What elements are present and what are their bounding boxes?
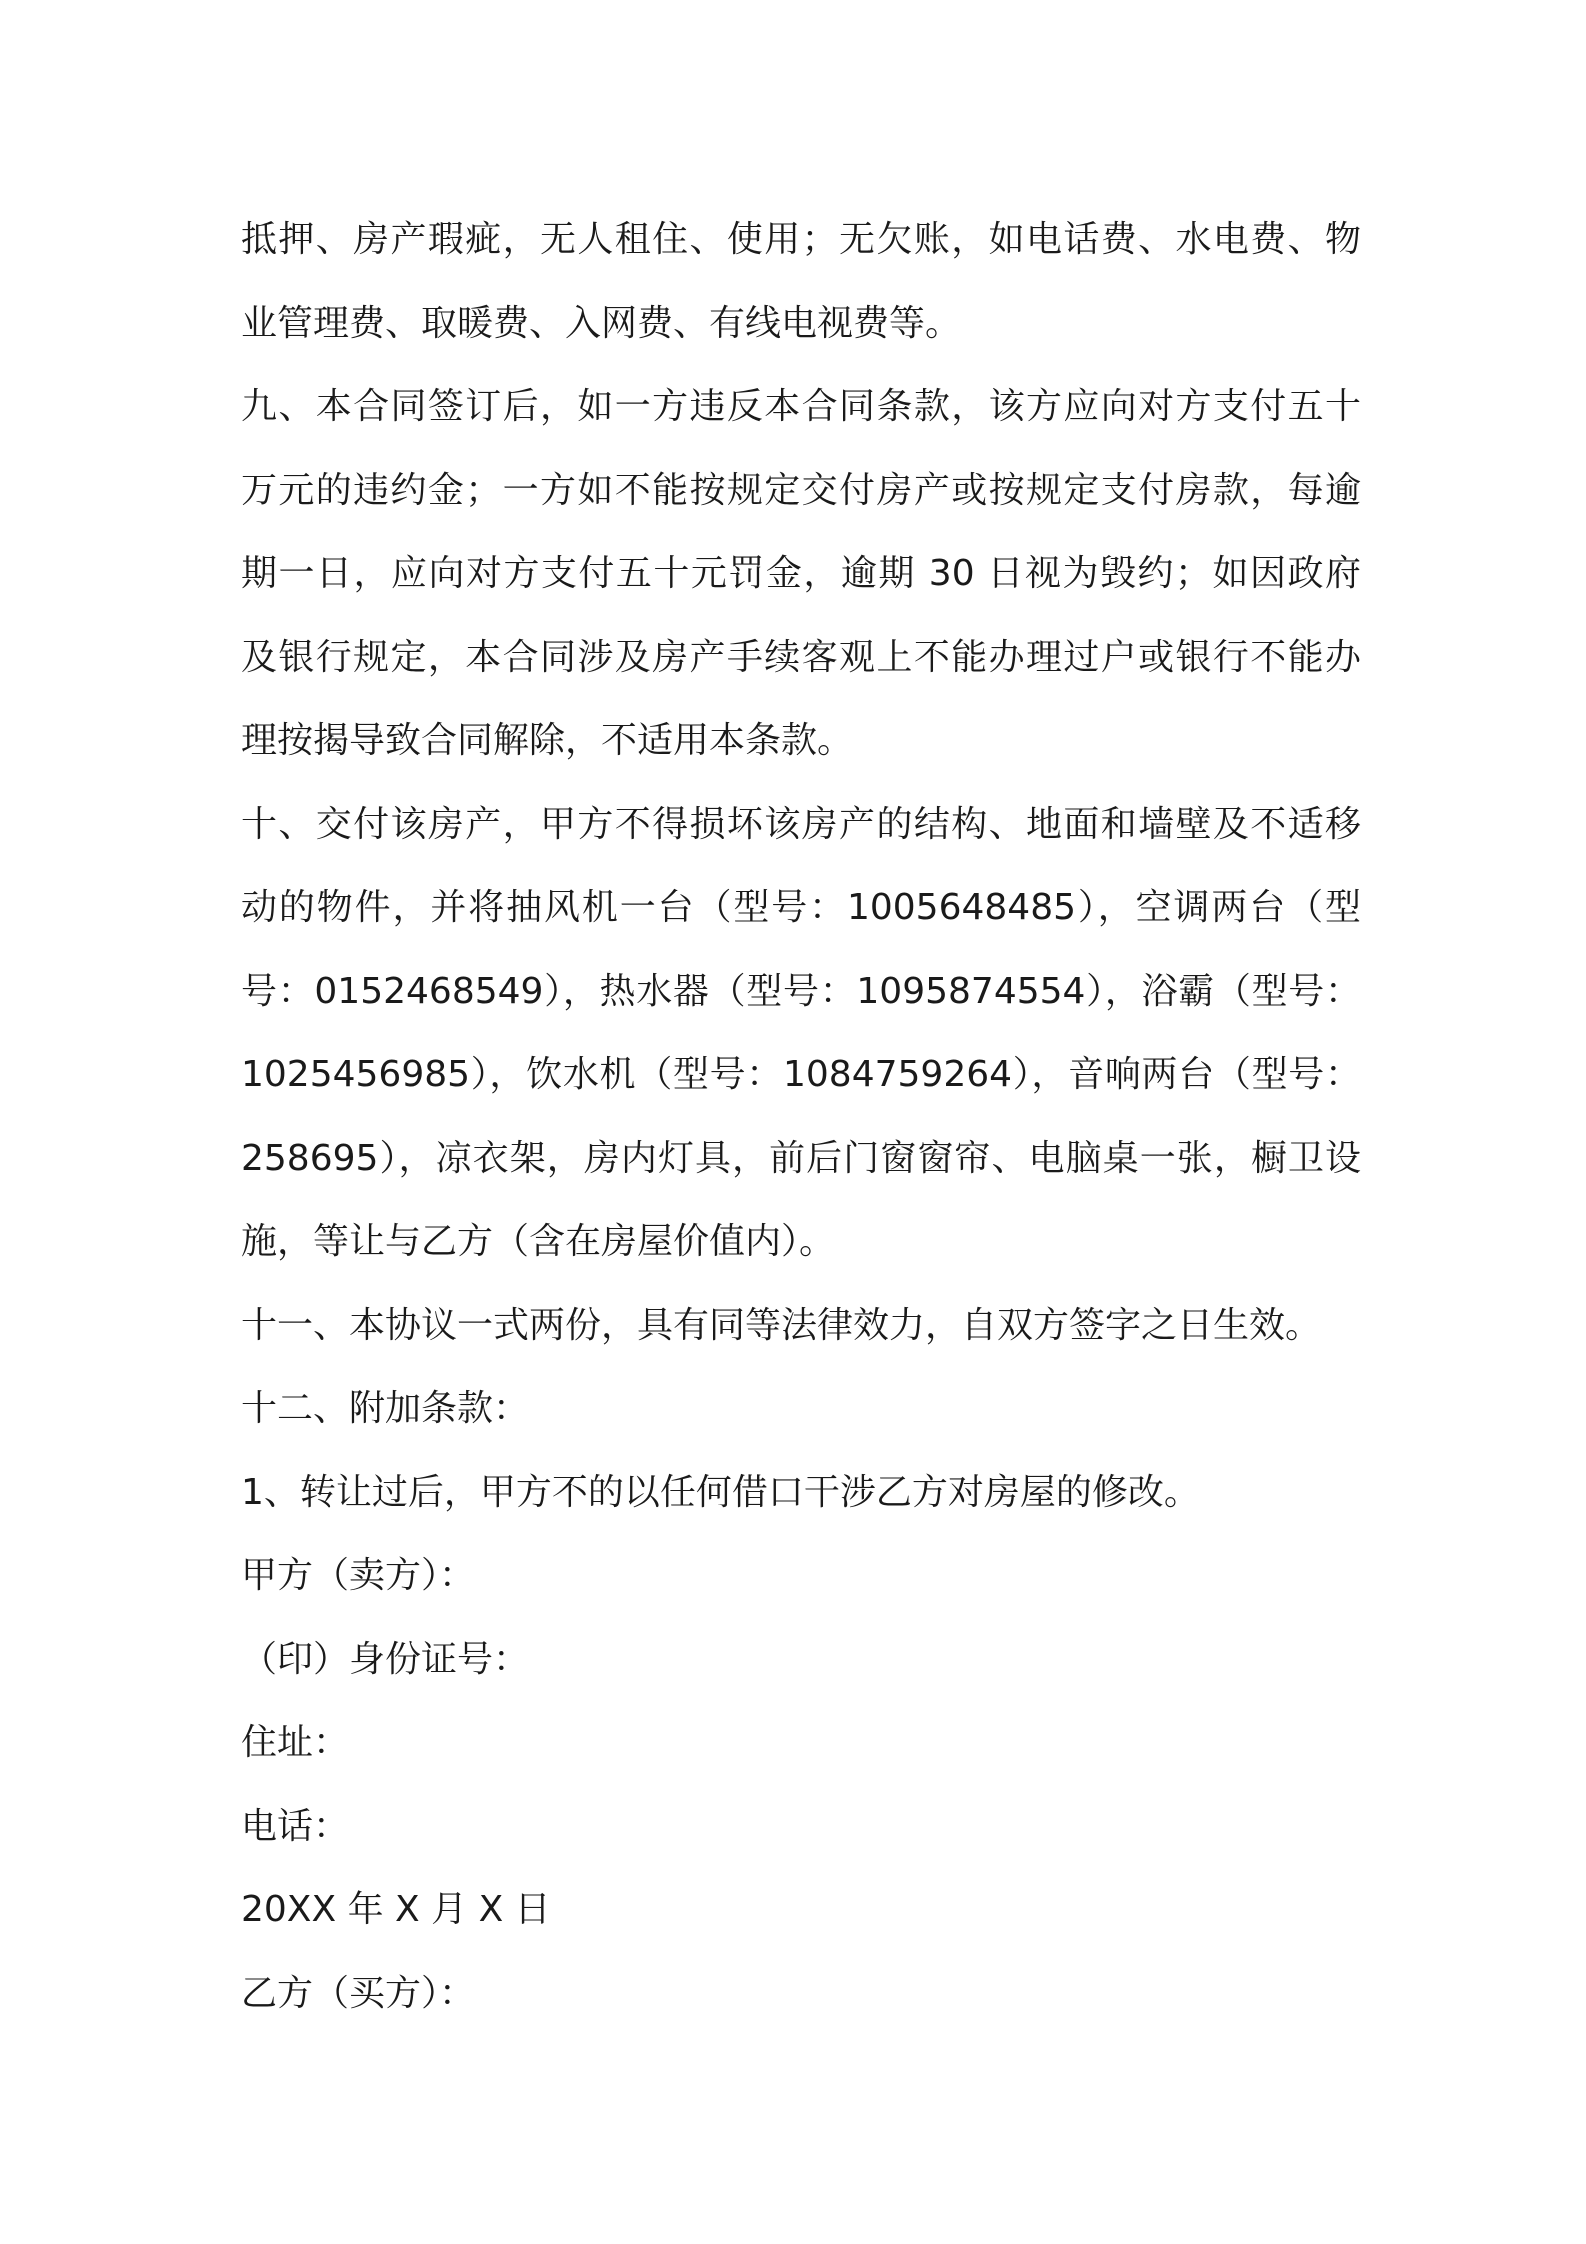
clause-10-line: 1025456985），饮水机（型号：1084759264），音响两台（型号： <box>241 1054 1361 1095</box>
clause-11-line: 十一、本协议一式两份，具有同等法律效力，自双方签字之日生效。 <box>241 1304 1322 1346</box>
clause-10-line: 动的物件，并将抽风机一台（型号：1005648485），空调两台（型 <box>241 887 1361 928</box>
clause-10-line: 施，等让与乙方（含在房屋价值内）。 <box>241 1221 836 1262</box>
additional-term-1: 1、转让过后，甲方不的以任何借口干涉乙方对房屋的修改。 <box>241 1471 1200 1513</box>
seal-id-number-label: （印）身份证号： <box>241 1638 530 1680</box>
party-a-label: 甲方（卖方）： <box>241 1555 476 1596</box>
clause-12-heading: 十二、附加条款： <box>241 1388 530 1429</box>
clause-10-line: 号：0152468549），热水器（型号：1095874554），浴霸（型号： <box>241 970 1361 1012</box>
clause-10-line: 258695），凉衣架，房内灯具，前后门窗窗帘、电脑桌一张，橱卫设 <box>241 1137 1361 1179</box>
address-label: 住址： <box>241 1722 350 1763</box>
clause-9-line: 及银行规定，本合同涉及房产手续客观上不能办理过户或银行不能办 <box>241 636 1361 678</box>
clause-9-line: 万元的违约金；一方如不能按规定交付房产或按规定支付房款，每逾 <box>241 469 1361 511</box>
text-line: 业管理费、取暖费、入网费、有线电视费等。 <box>241 302 962 344</box>
phone-label: 电话： <box>241 1805 350 1847</box>
party-b-label: 乙方（买方）： <box>241 1972 476 2014</box>
clause-10-line: 十、交付该房产，甲方不得损坏该房产的结构、地面和墙壁及不适移 <box>241 803 1361 845</box>
clause-9-line: 理按揭导致合同解除，不适用本条款。 <box>241 720 854 761</box>
clause-9-line: 九、本合同签订后，如一方违反本合同条款，该方应向对方支付五十 <box>241 386 1361 427</box>
document-body <box>241 198 1361 2035</box>
clause-9-line: 期一日，应向对方支付五十元罚金，逾期 30 日视为毁约；如因政府 <box>241 553 1361 594</box>
text-line: 抵押、房产瑕疵，无人租住、使用；无欠账，如电话费、水电费、物 <box>241 219 1361 260</box>
date-line: 20XX 年 X 月 X 日 <box>241 1889 551 1930</box>
